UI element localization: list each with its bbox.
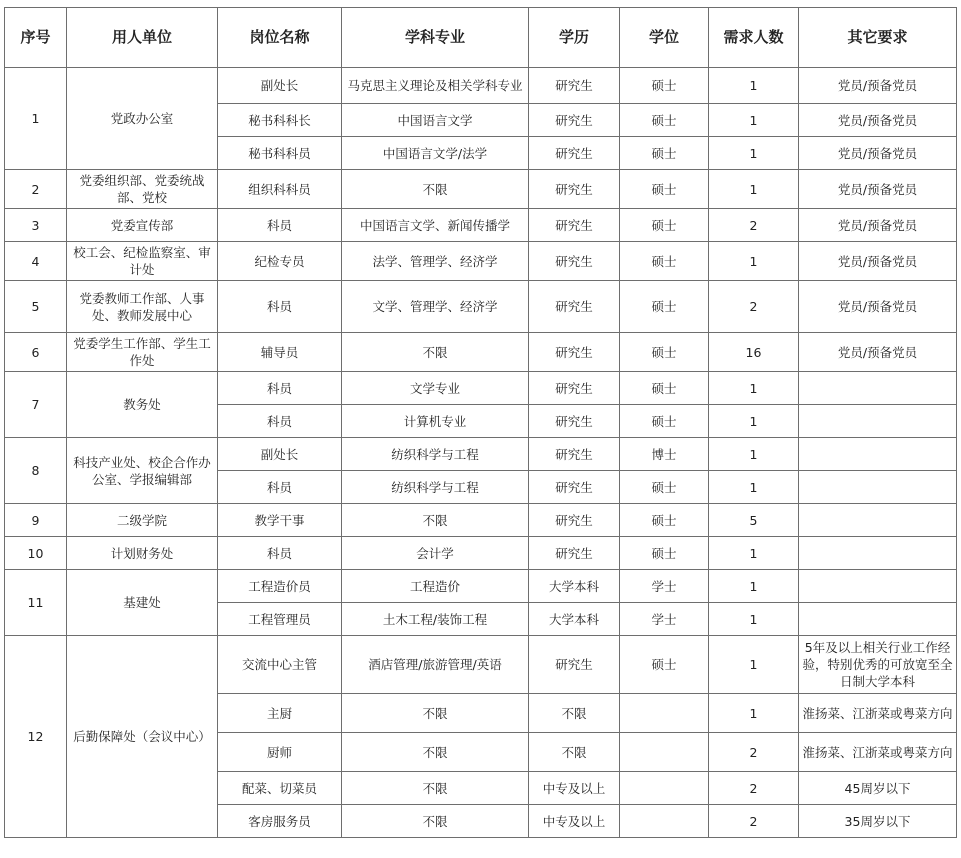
cell-other: 淮扬菜、江浙菜或粤菜方向 <box>799 694 957 733</box>
cell-unit: 科技产业处、校企合作办公室、学报编辑部 <box>67 438 218 504</box>
cell-other <box>799 405 957 438</box>
cell-education: 研究生 <box>529 636 620 694</box>
cell-no: 7 <box>5 372 67 438</box>
cell-education: 研究生 <box>529 104 620 137</box>
cell-unit: 计划财务处 <box>67 537 218 570</box>
cell-major: 纺织科学与工程 <box>342 471 529 504</box>
cell-position: 秘书科科员 <box>218 137 342 170</box>
cell-major: 马克思主义理论及相关学科专业 <box>342 68 529 104</box>
cell-count: 2 <box>709 281 799 333</box>
cell-major: 工程造价 <box>342 570 529 603</box>
cell-education: 大学本科 <box>529 570 620 603</box>
cell-major: 中国语言文学、新闻传播学 <box>342 209 529 242</box>
cell-position: 组织科科员 <box>218 170 342 209</box>
cell-other: 党员/预备党员 <box>799 137 957 170</box>
cell-other: 党员/预备党员 <box>799 209 957 242</box>
cell-position: 科员 <box>218 372 342 405</box>
cell-major: 不限 <box>342 772 529 805</box>
cell-other: 45周岁以下 <box>799 772 957 805</box>
table-row <box>5 68 957 104</box>
cell-unit: 校工会、纪检监察室、审计处 <box>67 242 218 281</box>
header-cell-position: 岗位名称 <box>218 8 342 68</box>
cell-no: 12 <box>5 636 67 838</box>
cell-count: 1 <box>709 137 799 170</box>
cell-education: 不限 <box>529 694 620 733</box>
cell-other: 淮扬菜、江浙菜或粤菜方向 <box>799 733 957 772</box>
cell-major: 不限 <box>342 504 529 537</box>
cell-degree: 硕士 <box>620 104 709 137</box>
cell-unit: 党委组织部、党委统战部、党校 <box>67 170 218 209</box>
cell-other: 党员/预备党员 <box>799 281 957 333</box>
table-row <box>5 537 957 570</box>
cell-degree: 硕士 <box>620 170 709 209</box>
table-row <box>5 372 957 405</box>
table-row <box>5 504 957 537</box>
cell-major: 不限 <box>342 805 529 838</box>
cell-position: 辅导员 <box>218 333 342 372</box>
cell-unit: 基建处 <box>67 570 218 636</box>
table-row <box>5 570 957 603</box>
cell-education: 研究生 <box>529 372 620 405</box>
cell-major: 文学专业 <box>342 372 529 405</box>
cell-no: 5 <box>5 281 67 333</box>
header-cell-education: 学历 <box>529 8 620 68</box>
cell-other: 党员/预备党员 <box>799 68 957 104</box>
cell-count: 1 <box>709 471 799 504</box>
cell-degree: 硕士 <box>620 405 709 438</box>
cell-degree: 硕士 <box>620 504 709 537</box>
header-cell-no: 序号 <box>5 8 67 68</box>
cell-unit: 党委教师工作部、人事处、教师发展中心 <box>67 281 218 333</box>
cell-no: 2 <box>5 170 67 209</box>
cell-education: 中专及以上 <box>529 805 620 838</box>
table-row <box>5 281 957 333</box>
cell-degree <box>620 805 709 838</box>
cell-other: 党员/预备党员 <box>799 333 957 372</box>
cell-major: 中国语言文学 <box>342 104 529 137</box>
cell-major: 中国语言文学/法学 <box>342 137 529 170</box>
cell-count: 1 <box>709 694 799 733</box>
cell-position: 科员 <box>218 405 342 438</box>
cell-unit: 党委宣传部 <box>67 209 218 242</box>
cell-no: 6 <box>5 333 67 372</box>
cell-position: 工程造价员 <box>218 570 342 603</box>
cell-major: 纺织科学与工程 <box>342 438 529 471</box>
cell-position: 主厨 <box>218 694 342 733</box>
header-cell-degree: 学位 <box>620 8 709 68</box>
table-row <box>5 170 957 209</box>
table-row <box>5 636 957 694</box>
cell-other: 5年及以上相关行业工作经验，特别优秀的可放宽至全日制大学本科 <box>799 636 957 694</box>
cell-position: 科员 <box>218 281 342 333</box>
cell-degree: 硕士 <box>620 281 709 333</box>
cell-other: 党员/预备党员 <box>799 170 957 209</box>
cell-degree: 博士 <box>620 438 709 471</box>
cell-count: 2 <box>709 805 799 838</box>
cell-unit: 后勤保障处（会议中心） <box>67 636 218 838</box>
header-row <box>5 8 957 68</box>
table-row <box>5 209 957 242</box>
cell-unit: 二级学院 <box>67 504 218 537</box>
cell-position: 教学干事 <box>218 504 342 537</box>
cell-other: 35周岁以下 <box>799 805 957 838</box>
cell-degree: 硕士 <box>620 242 709 281</box>
cell-major: 不限 <box>342 333 529 372</box>
cell-education: 研究生 <box>529 209 620 242</box>
header-cell-other: 其它要求 <box>799 8 957 68</box>
cell-other: 党员/预备党员 <box>799 242 957 281</box>
header-cell-count: 需求人数 <box>709 8 799 68</box>
cell-major: 法学、管理学、经济学 <box>342 242 529 281</box>
table-body <box>5 68 957 838</box>
cell-no: 9 <box>5 504 67 537</box>
cell-position: 工程管理员 <box>218 603 342 636</box>
cell-major: 计算机专业 <box>342 405 529 438</box>
cell-education: 大学本科 <box>529 603 620 636</box>
cell-count: 2 <box>709 209 799 242</box>
cell-unit: 党委学生工作部、学生工作处 <box>67 333 218 372</box>
cell-major: 不限 <box>342 170 529 209</box>
recruitment-table <box>4 7 957 838</box>
cell-count: 1 <box>709 537 799 570</box>
cell-education: 研究生 <box>529 537 620 570</box>
cell-degree: 硕士 <box>620 372 709 405</box>
cell-count: 1 <box>709 438 799 471</box>
cell-education: 不限 <box>529 733 620 772</box>
cell-count: 1 <box>709 104 799 137</box>
cell-position: 厨师 <box>218 733 342 772</box>
cell-count: 16 <box>709 333 799 372</box>
cell-count: 2 <box>709 733 799 772</box>
cell-education: 研究生 <box>529 333 620 372</box>
cell-other <box>799 603 957 636</box>
cell-count: 1 <box>709 570 799 603</box>
cell-other: 党员/预备党员 <box>799 104 957 137</box>
cell-position: 交流中心主管 <box>218 636 342 694</box>
cell-position: 纪检专员 <box>218 242 342 281</box>
cell-degree: 硕士 <box>620 209 709 242</box>
cell-degree: 硕士 <box>620 68 709 104</box>
cell-degree: 硕士 <box>620 471 709 504</box>
cell-degree: 学士 <box>620 603 709 636</box>
cell-no: 11 <box>5 570 67 636</box>
cell-count: 1 <box>709 636 799 694</box>
cell-no: 1 <box>5 68 67 170</box>
cell-degree <box>620 694 709 733</box>
cell-count: 1 <box>709 170 799 209</box>
cell-education: 研究生 <box>529 137 620 170</box>
cell-position: 科员 <box>218 471 342 504</box>
table-row <box>5 438 957 471</box>
cell-major: 不限 <box>342 733 529 772</box>
cell-position: 科员 <box>218 209 342 242</box>
cell-education: 研究生 <box>529 68 620 104</box>
table-row <box>5 242 957 281</box>
cell-position: 秘书科科长 <box>218 104 342 137</box>
cell-count: 1 <box>709 405 799 438</box>
cell-degree: 硕士 <box>620 137 709 170</box>
cell-education: 研究生 <box>529 471 620 504</box>
cell-count: 1 <box>709 372 799 405</box>
cell-count: 1 <box>709 68 799 104</box>
cell-unit: 教务处 <box>67 372 218 438</box>
cell-position: 科员 <box>218 537 342 570</box>
cell-major: 会计学 <box>342 537 529 570</box>
cell-count: 1 <box>709 242 799 281</box>
cell-count: 5 <box>709 504 799 537</box>
cell-major: 酒店管理/旅游管理/英语 <box>342 636 529 694</box>
header-cell-unit: 用人单位 <box>67 8 218 68</box>
cell-position: 配菜、切菜员 <box>218 772 342 805</box>
cell-other <box>799 438 957 471</box>
cell-other <box>799 537 957 570</box>
cell-other <box>799 570 957 603</box>
cell-degree: 硕士 <box>620 636 709 694</box>
cell-education: 研究生 <box>529 170 620 209</box>
cell-no: 10 <box>5 537 67 570</box>
cell-position: 客房服务员 <box>218 805 342 838</box>
cell-education: 研究生 <box>529 504 620 537</box>
cell-education: 研究生 <box>529 405 620 438</box>
cell-position: 副处长 <box>218 68 342 104</box>
cell-degree: 学士 <box>620 570 709 603</box>
cell-no: 4 <box>5 242 67 281</box>
cell-major: 文学、管理学、经济学 <box>342 281 529 333</box>
cell-other <box>799 372 957 405</box>
cell-no: 3 <box>5 209 67 242</box>
header-cell-major: 学科专业 <box>342 8 529 68</box>
cell-major: 不限 <box>342 694 529 733</box>
cell-no: 8 <box>5 438 67 504</box>
cell-count: 2 <box>709 772 799 805</box>
cell-other <box>799 504 957 537</box>
cell-degree: 硕士 <box>620 537 709 570</box>
cell-education: 研究生 <box>529 242 620 281</box>
cell-major: 土木工程/装饰工程 <box>342 603 529 636</box>
table-row <box>5 333 957 372</box>
cell-unit: 党政办公室 <box>67 68 218 170</box>
cell-other <box>799 471 957 504</box>
cell-degree: 硕士 <box>620 333 709 372</box>
cell-degree <box>620 772 709 805</box>
cell-education: 中专及以上 <box>529 772 620 805</box>
cell-degree <box>620 733 709 772</box>
cell-count: 1 <box>709 603 799 636</box>
cell-education: 研究生 <box>529 281 620 333</box>
cell-position: 副处长 <box>218 438 342 471</box>
cell-education: 研究生 <box>529 438 620 471</box>
